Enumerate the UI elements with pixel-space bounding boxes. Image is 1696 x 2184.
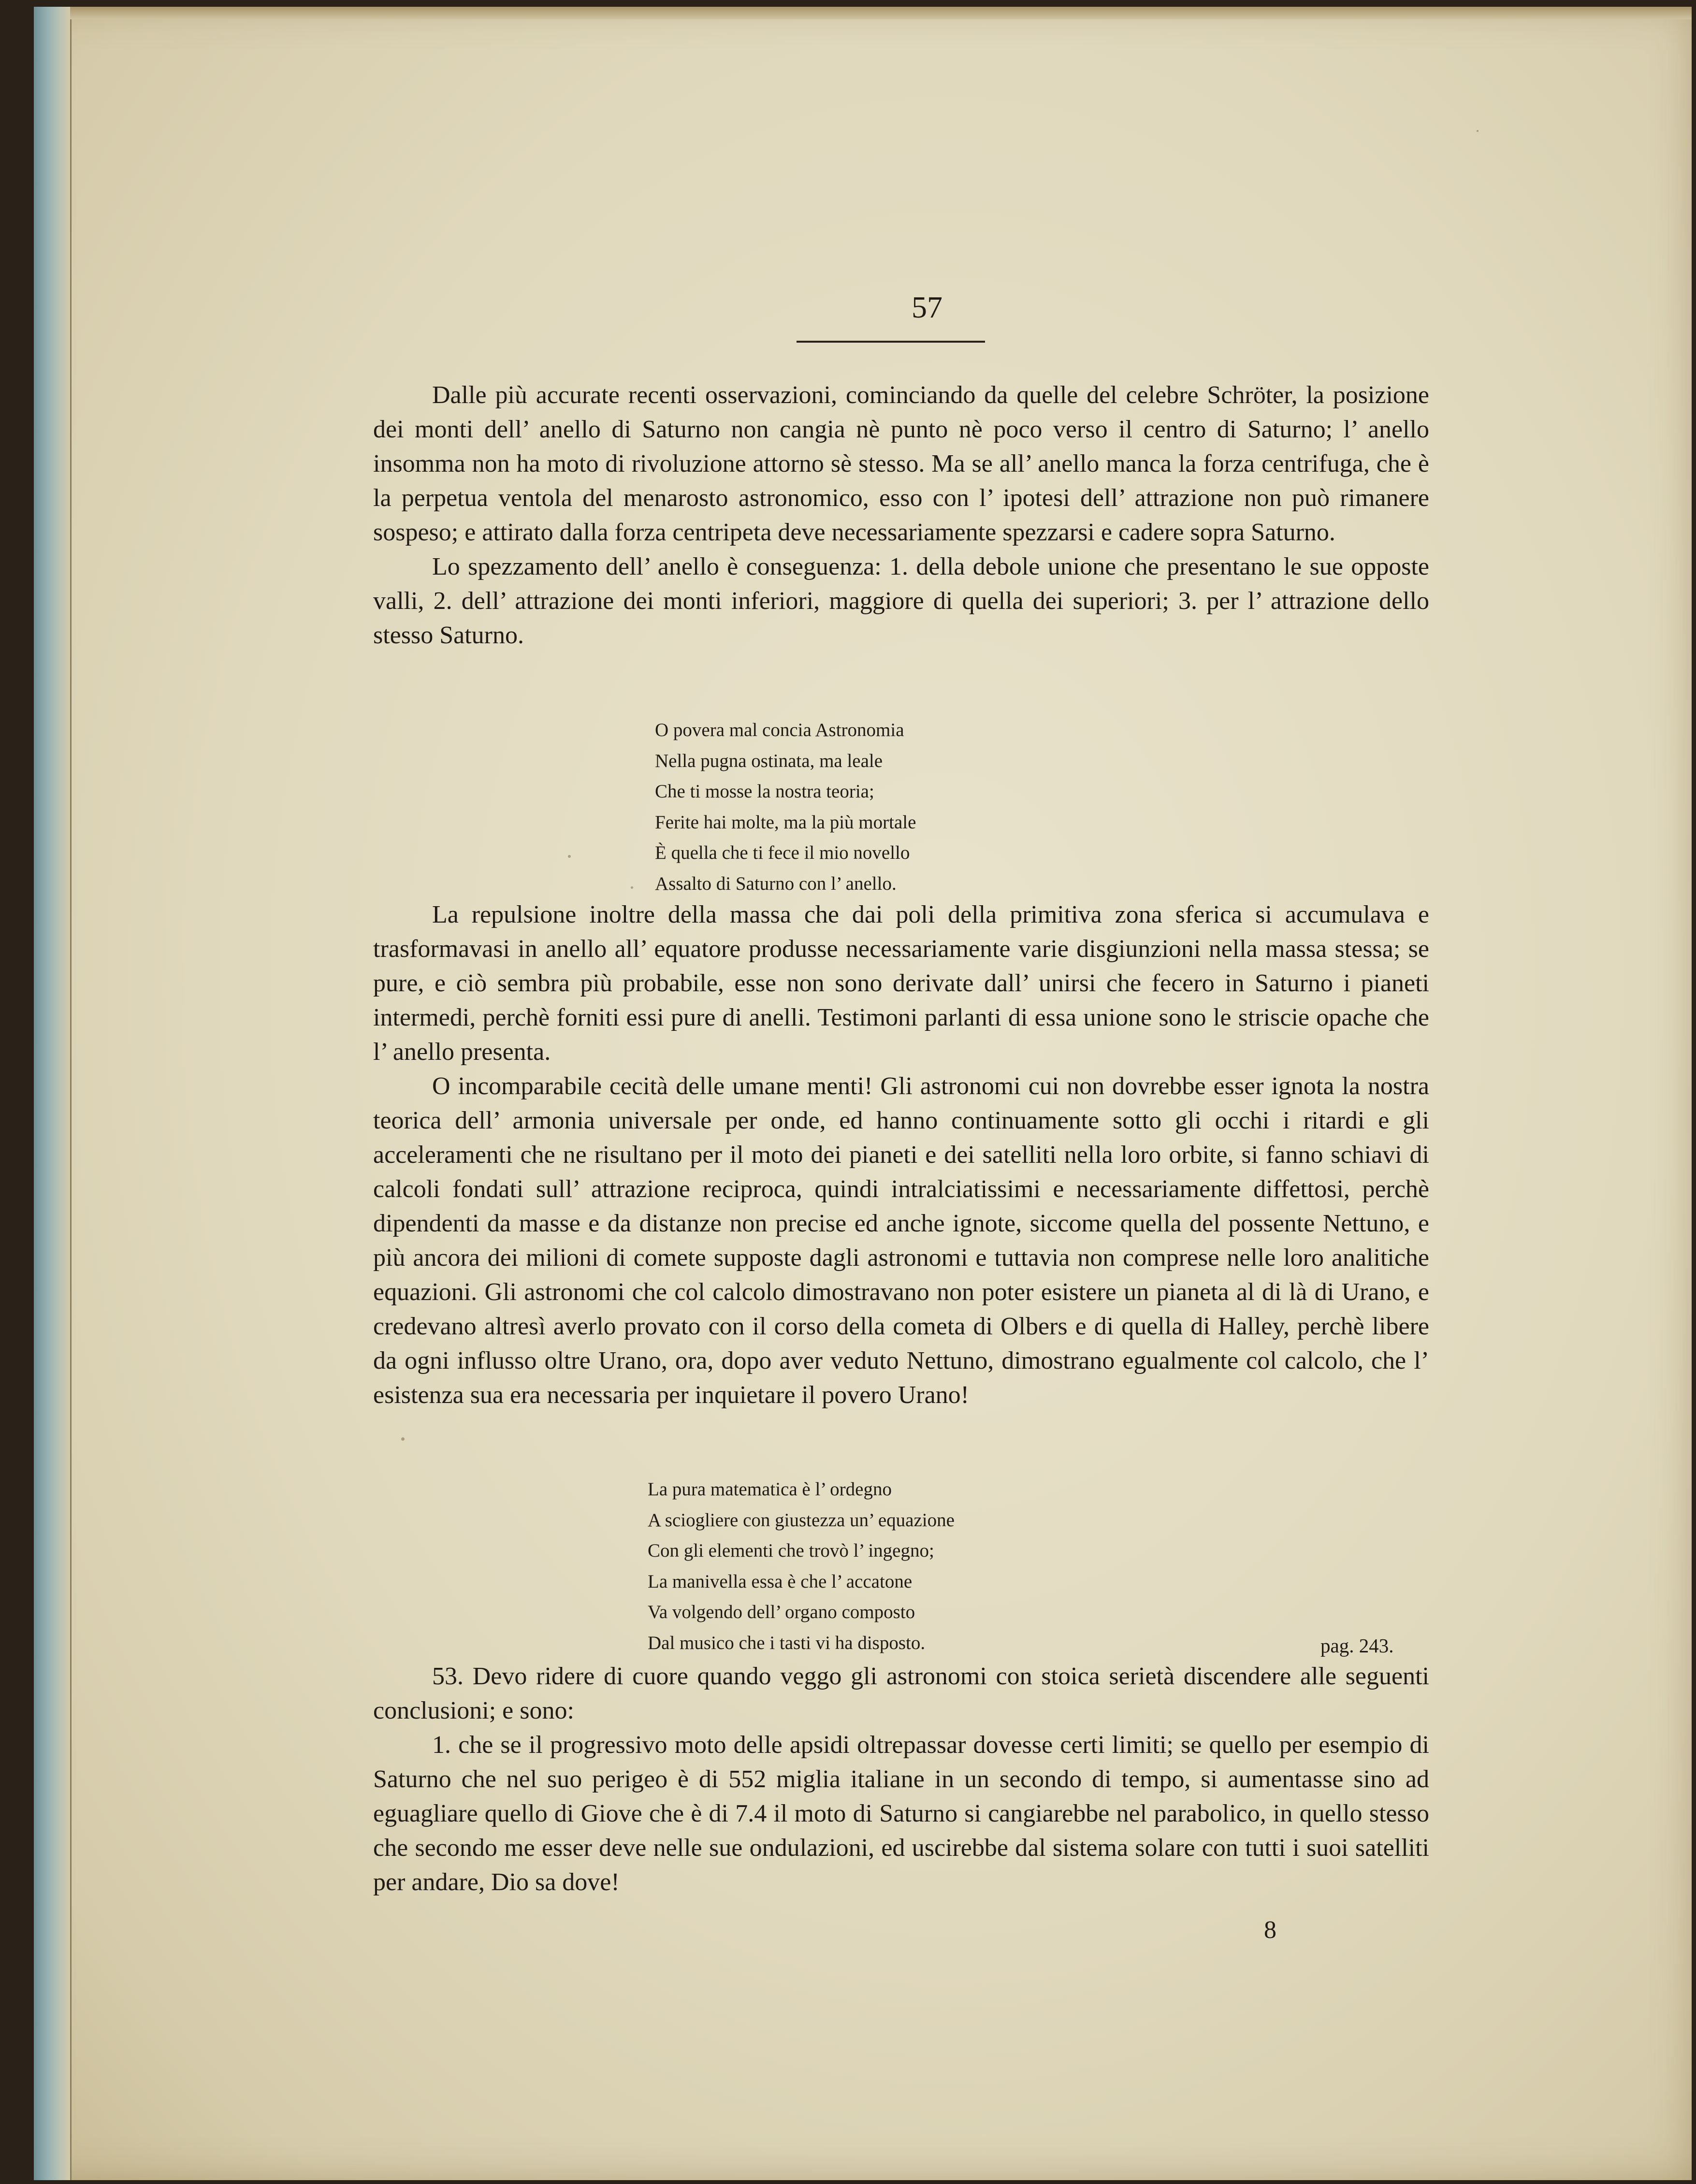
verse-line: Assalto di Saturno con l’ anello. [655,873,897,894]
paragraph-3: La repulsione inoltre della massa che dai poli della primitiva zona sferica si accumulava e trasformavasi in anello all’ equatore produsse necessariamente varie disgiunzioni nella massa stessa; se pure, e ciò sembra più probabile, esse non sono derivate dall’ unirsi che fecero in Saturno i pianeti intermedi, perchè forniti essi pure di anelli. Testimoni parlanti di essa unione sono le striscie opache che l’ anello presenta. [373,901,1429,1066]
verse-line: Ferite hai molte, ma la più mortale [655,811,916,833]
paper-speck [1477,130,1479,132]
page-top-edge [70,7,1692,19]
paragraph-6: 1. che se il progressivo moto delle apsidi oltrepassar dovesse certi limiti; se quello per esempio di Saturno che nel suo perigeo è di 552 miglia italiane in un secondo di tempo, si aumentasse sino ad eguagliare quello di Giove che è di 7.4 il moto di Saturno si cangiarebbe nel parabolico, in quello stesso che secondo me esser deve nelle sue ondulazioni, ed uscirebbe dal sistema solare con tutti i suoi satelliti per andare, Dio sa dove! [373,1731,1429,1896]
book-binding [34,7,72,2180]
verse-line: A sciogliere con giustezza un’ equazione [648,1509,955,1531]
verse-line: Va volgendo dell’ organo composto [648,1602,915,1622]
verse-line: O povera mal concia Astronomia [655,720,904,740]
verse-line: Con gli elementi che trovò l’ ingegno; [648,1540,934,1561]
paper-speck [568,855,571,858]
verse-block-2 [648,1474,955,1658]
paper-speck [631,886,633,889]
prose-block-1 [373,378,1429,652]
verse-page-reference: pag. 243. [1320,1634,1394,1657]
prose-block-2 [373,897,1429,1412]
verse-line: La manivella essa è che l’ accatone [648,1571,913,1592]
paragraph-5: 53. Devo ridere di cuore quando veggo gli astronomi con stoica serietà discendere alle seguenti conclusioni; e sono: [373,1663,1429,1724]
verse-line: Nella pugna ostinata, ma leale [655,750,883,771]
paragraph-4: O incomparabile cecità delle umane menti! Gli astronomi cui non dovrebbe esser ignota la nostra teorica dell’ armonia universale per onde, ed hanno continuamente sotto gli occhi i ritardi e gli acceleramenti che ne risultano per il moto dei pianeti e dei satelliti nella loro orbite, si fanno schiavi di calcoli fondati sull’ attrazione reciproca, quindi intralciatissimi e necessariamente diffettosi, perchè dipendenti da masse e da distanze non precise ed anche ignote, siccome quella del possente Nettuno, e più ancora dei milioni di comete supposte dagli astronomi e tuttavia non comprese nelle loro analitiche equazioni. Gli astronomi che col calcolo dimostravano non poter esistere un pianeta al di là di Urano, e credevano altresì averlo provato con il corso della cometa di Olbers e di quella di Halley, perchè libere da ogni influsso oltre Urano, ora, dopo aver veduto Nettuno, dimostrano egualmente col calcolo, che l’ esistenza sua era necessaria per inquietare il povero Urano! [373,1072,1429,1409]
verse-line: Dal musico che i tasti vi ha disposto. [648,1632,926,1653]
verse-line: La pura matematica è l’ ordegno [648,1479,892,1500]
book-page [34,7,1692,2180]
verse-line: Che ti mosse la nostra teoria; [655,781,874,802]
verse-line: È quella che ti fece il mio novello [655,842,910,863]
prose-block-3 [373,1659,1429,1899]
paragraph-2: Lo spezzamento dell’ anello è conseguenza: 1. della debole unione che presentano le sue opposte valli, 2. dell’ attrazione dei monti inferiori, maggiore di quella dei superiori; 3. per l’ attrazione dello stesso Saturno. [373,553,1429,649]
signature-mark: 8 [1264,1916,1276,1944]
paper-speck [401,1437,405,1441]
page-number: 57 [912,290,942,324]
paragraph-1: Dalle più accurate recenti osservazioni, cominciando da quelle del celebre Schröter, la posizione dei monti dell’ anello di Saturno non cangia nè punto nè poco verso il centro di Saturno; l’ anello insomma non ha moto di rivoluzione attorno sè stesso. Ma se all’ anello manca la forza centrifuga, che è la perpetua ventola del menarosto astronomico, esso con l’ ipotesi dell’ attrazione non può rimanere sospeso; e attirato dalla forza centripeta deve necessariamente spezzarsi e cadere sopra Saturno. [373,381,1429,546]
verse-block-1 [655,715,916,899]
header-rule [797,341,985,343]
